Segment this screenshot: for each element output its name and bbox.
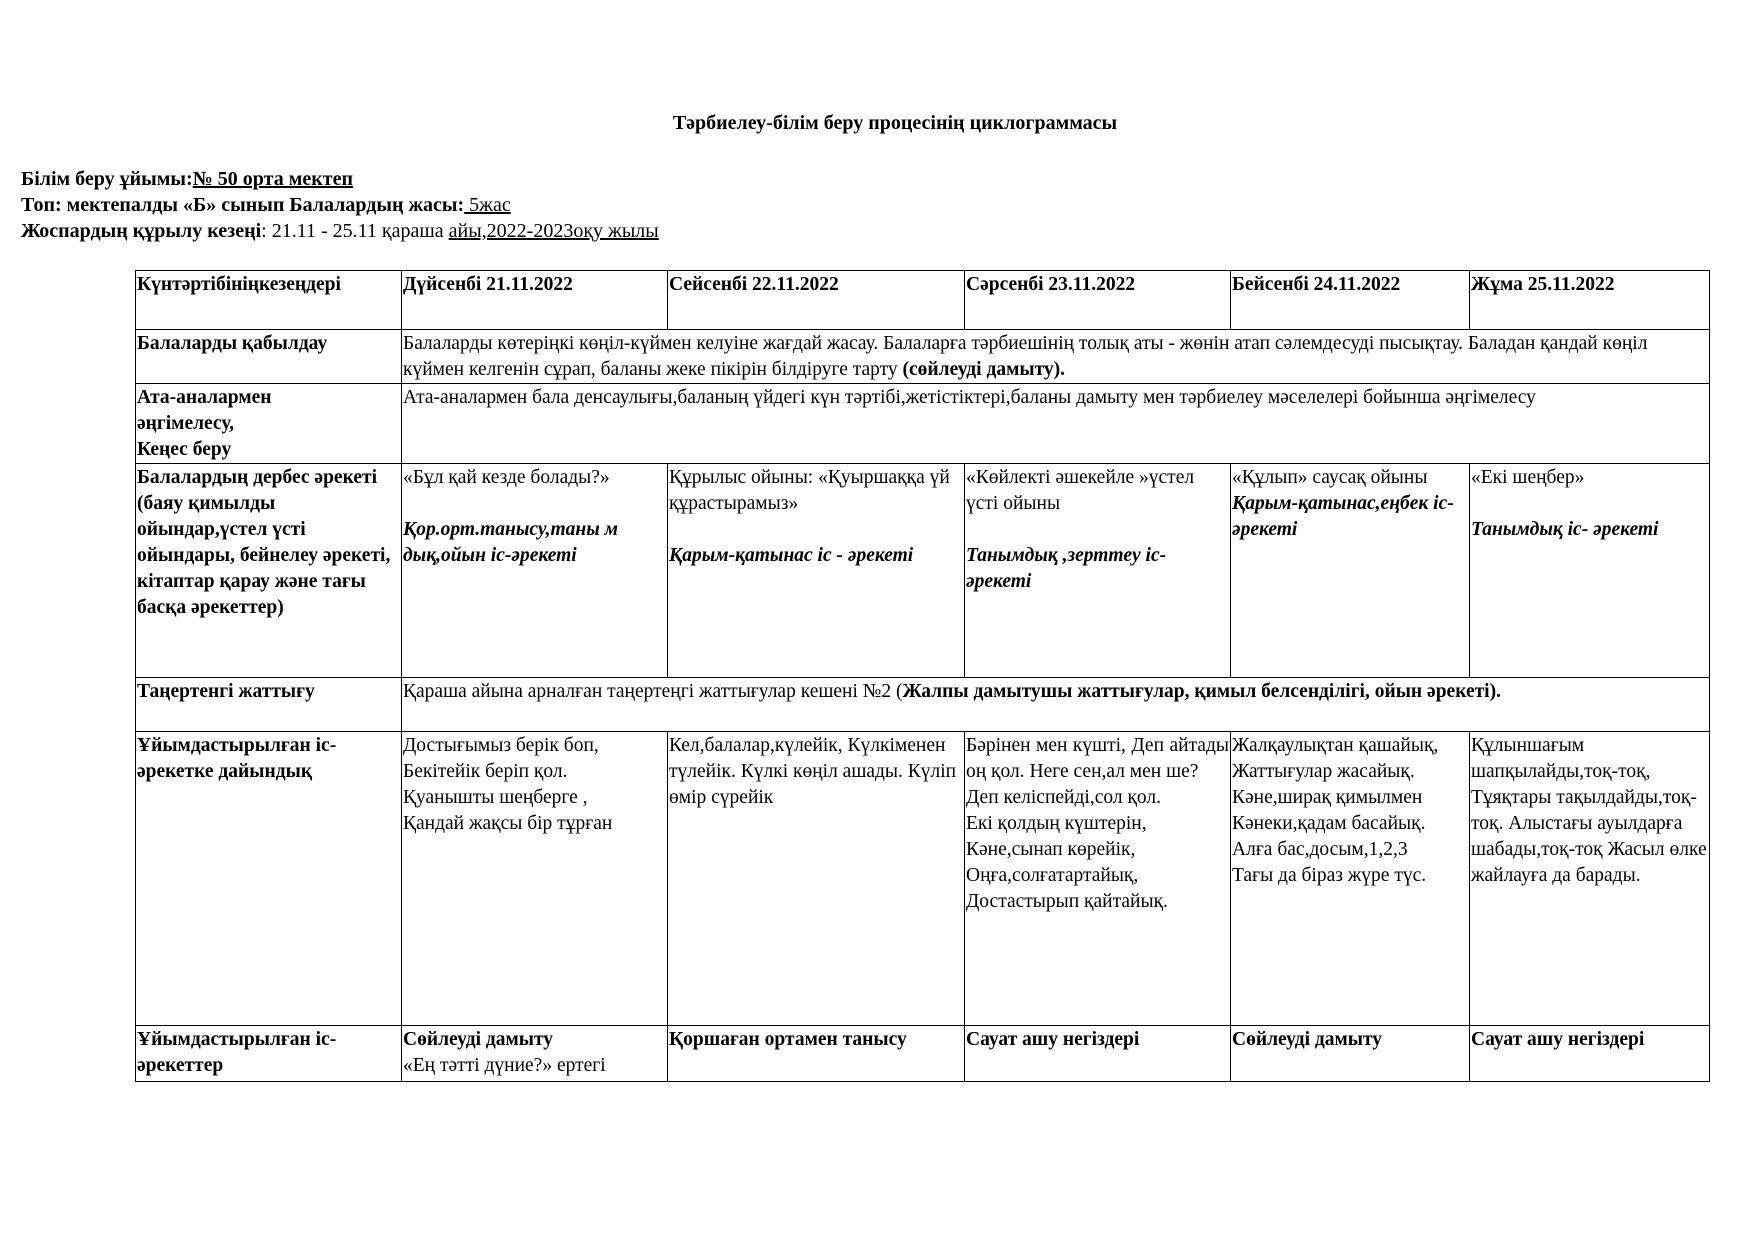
period-value: : 21.11 - 25.11 қараша [261,220,449,242]
schedule-table [135,270,1710,1082]
spacer [1471,491,1708,517]
exercise-row [136,678,1710,732]
exercise-text [402,678,1710,732]
reception-label: Балаларды қабылдау [136,330,402,384]
poem-line: Қандай жақсы бір тұрған [403,813,613,834]
org-line [21,166,353,192]
reception-row [136,330,1710,384]
header-thursday: Бейсенбі 24.11.2022 [1231,271,1470,330]
poem-line: Қуанышты шеңберге , [403,787,588,808]
poem-line: Достастырып қайтайық. [966,891,1168,912]
header-stages: Күнтәртібініңкезеңдері [136,271,402,330]
parents-label [136,384,402,464]
parents-text: Ата-аналармен бала денсаулығы,баланың үйдегі күн тәртібі,жетістіктері,баланы дамыту мен тәрбиелеу мәселелері бойынша әңгімелесу [402,384,1710,464]
poem-line: Достығымыз берік боп, [403,735,599,756]
organized-monday-topic: «Ең тәтті дүние?» ертегі [403,1055,606,1076]
organized-wednesday: Сауат ашу негіздері [965,1026,1231,1082]
header-tuesday: Сейсенбі 22.11.2022 [668,271,965,330]
period-year: айы,2022-2023оқу жылы [448,220,659,242]
poem-line: Кәнеки,қадам басайық. [1232,813,1426,834]
organized-monday-subject: Сөйлеуді дамыту [403,1029,554,1050]
poem-line: Бекітейік беріп қол. [403,761,568,782]
independent-monday-game: «Бұл қай кезде болады?» [403,467,610,488]
reception-body: Балаларды көтеріңкі көңіл-күймен келуіне жағдай жасау. Балаларға тәрбиешінің толық аты - жөнін атап сәлемдесуді пысықтау. Баладан қандай көңіл күймен келгенін сұрап, баланы жеке пікірін білдіруге тарту [403,333,1648,380]
spacer [669,517,963,543]
poem-line: Екі қолдың күштерін, [966,813,1147,834]
parents-row [136,384,1710,464]
organized-tuesday: Қоршаған ортамен танысу [668,1026,965,1082]
preparation-monday [402,732,668,1026]
reception-bold: (сөйлеуді дамыту). [902,359,1066,380]
independent-thursday [1231,464,1470,678]
independent-wednesday-game: «Көйлекті әшекейле »үстел үсті ойыны [966,467,1195,514]
poem-line: Кәне,сынап көрейік, [966,839,1136,860]
poem-line: Алға бас,досым,1,2,3 [1232,839,1408,860]
poem-line: Оңға,солғатартайық, [966,865,1139,886]
header-friday: Жұма 25.11.2022 [1470,271,1710,330]
header-wednesday: Сәрсенбі 23.11.2022 [965,271,1231,330]
preparation-friday [1470,732,1710,1026]
poem-line: Жаттығулар жасайық. [1232,761,1415,782]
group-label: Топ: мектепалды «Б» сынып Балалардың жасы: [21,194,465,216]
independent-thursday-game: «Құлып» саусақ ойыны [1232,467,1428,488]
poem-text: Құлыншағым шапқылайды,тоқ-тоқ, Тұяқтары тақылдайды,тоқ-тоқ. Алыстағы ауылдарға шабады,тоқ-тоқ Жасыл өлке [1471,735,1707,860]
independent-friday [1470,464,1710,678]
exercise-bold: Жалпы дамытушы жаттығулар, қимыл белсенділігі, ойын әрекеті). [902,681,1501,702]
preparation-label: Ұйымдастырылған іс-әрекетке дайындық [136,732,402,1026]
independent-friday-game: «Екі шеңбер» [1471,467,1585,488]
spacer [966,517,1229,543]
organized-monday [402,1026,668,1082]
document-title: Тәрбиелеу-білім беру процесінің циклограммасы [672,112,1118,134]
preparation-tuesday: Кел,балалар,күлейік, Күлкіменен түлейік. Күлкі көңіл ашады. Күліп өмір сүрейік [668,732,965,1026]
independent-tuesday-activity: Қарым-қатынас іс - әрекеті [669,545,914,566]
preparation-thursday [1231,732,1470,1026]
header-monday: Дүйсенбі 21.11.2022 [402,271,668,330]
org-label: Білім беру ұйымы: [21,168,193,190]
poem-line: Жалқаулықтан қашайық, [1232,735,1439,756]
poem-line: Бәрінен мен күшті, Деп айтады оң қол. Неге сен,ал мен ше? [966,735,1229,782]
organized-friday: Сауат ашу негіздері [1470,1026,1710,1082]
group-line [21,192,511,218]
parents-label-line-3: Кеңес беру [137,439,232,460]
org-value: № 50 орта мектеп [192,168,353,190]
poem-line: жайлауға да барады. [1471,865,1641,886]
independent-tuesday [668,464,965,678]
independent-row [136,464,1710,678]
preparation-wednesday [965,732,1231,1026]
parents-label-line-2: әңгімелесу, [137,413,235,434]
organized-label: Ұйымдастырылған іс-әрекеттер [136,1026,402,1082]
exercise-body: Қараша айына арналған таңертеңгі жаттығулар кешені №2 ( [403,681,903,702]
organized-row [136,1026,1710,1082]
independent-monday [402,464,668,678]
period-line [21,218,659,244]
independent-wednesday-activity: Танымдық ,зерттеу іс-әрекеті [966,545,1167,592]
poem-line: Деп келіспейді,сол қол. [966,787,1162,808]
independent-label: Балалардың дербес әрекеті (баяу қимылды ойындар,үстел үсті ойындары, бейнелеу әрекеті, кітаптар қарау және тағы басқа әрекеттер) [136,464,402,678]
header-row [136,271,1710,330]
organized-thursday: Сөйлеуді дамыту [1231,1026,1470,1082]
poem-line: Тағы да біраз жүре түс. [1232,865,1427,886]
independent-thursday-activity: Қарым-қатынас,еңбек іс-әрекеті [1232,493,1454,540]
reception-text [402,330,1710,384]
independent-friday-activity: Танымдық іс- әрекеті [1471,519,1659,540]
independent-tuesday-game: Құрылыс ойыны: «Қуыршаққа үй құрастырамыз» [669,467,950,514]
independent-monday-activity: Қор.орт.танысу,таны м дық,ойын іс-әрекеті [403,519,618,566]
independent-wednesday [965,464,1231,678]
exercise-label: Таңертенгі жаттығу [136,678,402,732]
period-label: Жоспардың құрылу кезеңі [21,220,262,242]
parents-label-line-1: Ата-аналармен [137,387,272,408]
poem-line: Кәне,ширақ қимылмен [1232,787,1423,808]
preparation-row [136,732,1710,1026]
group-age: 5жас [464,194,511,216]
spacer [403,491,666,517]
